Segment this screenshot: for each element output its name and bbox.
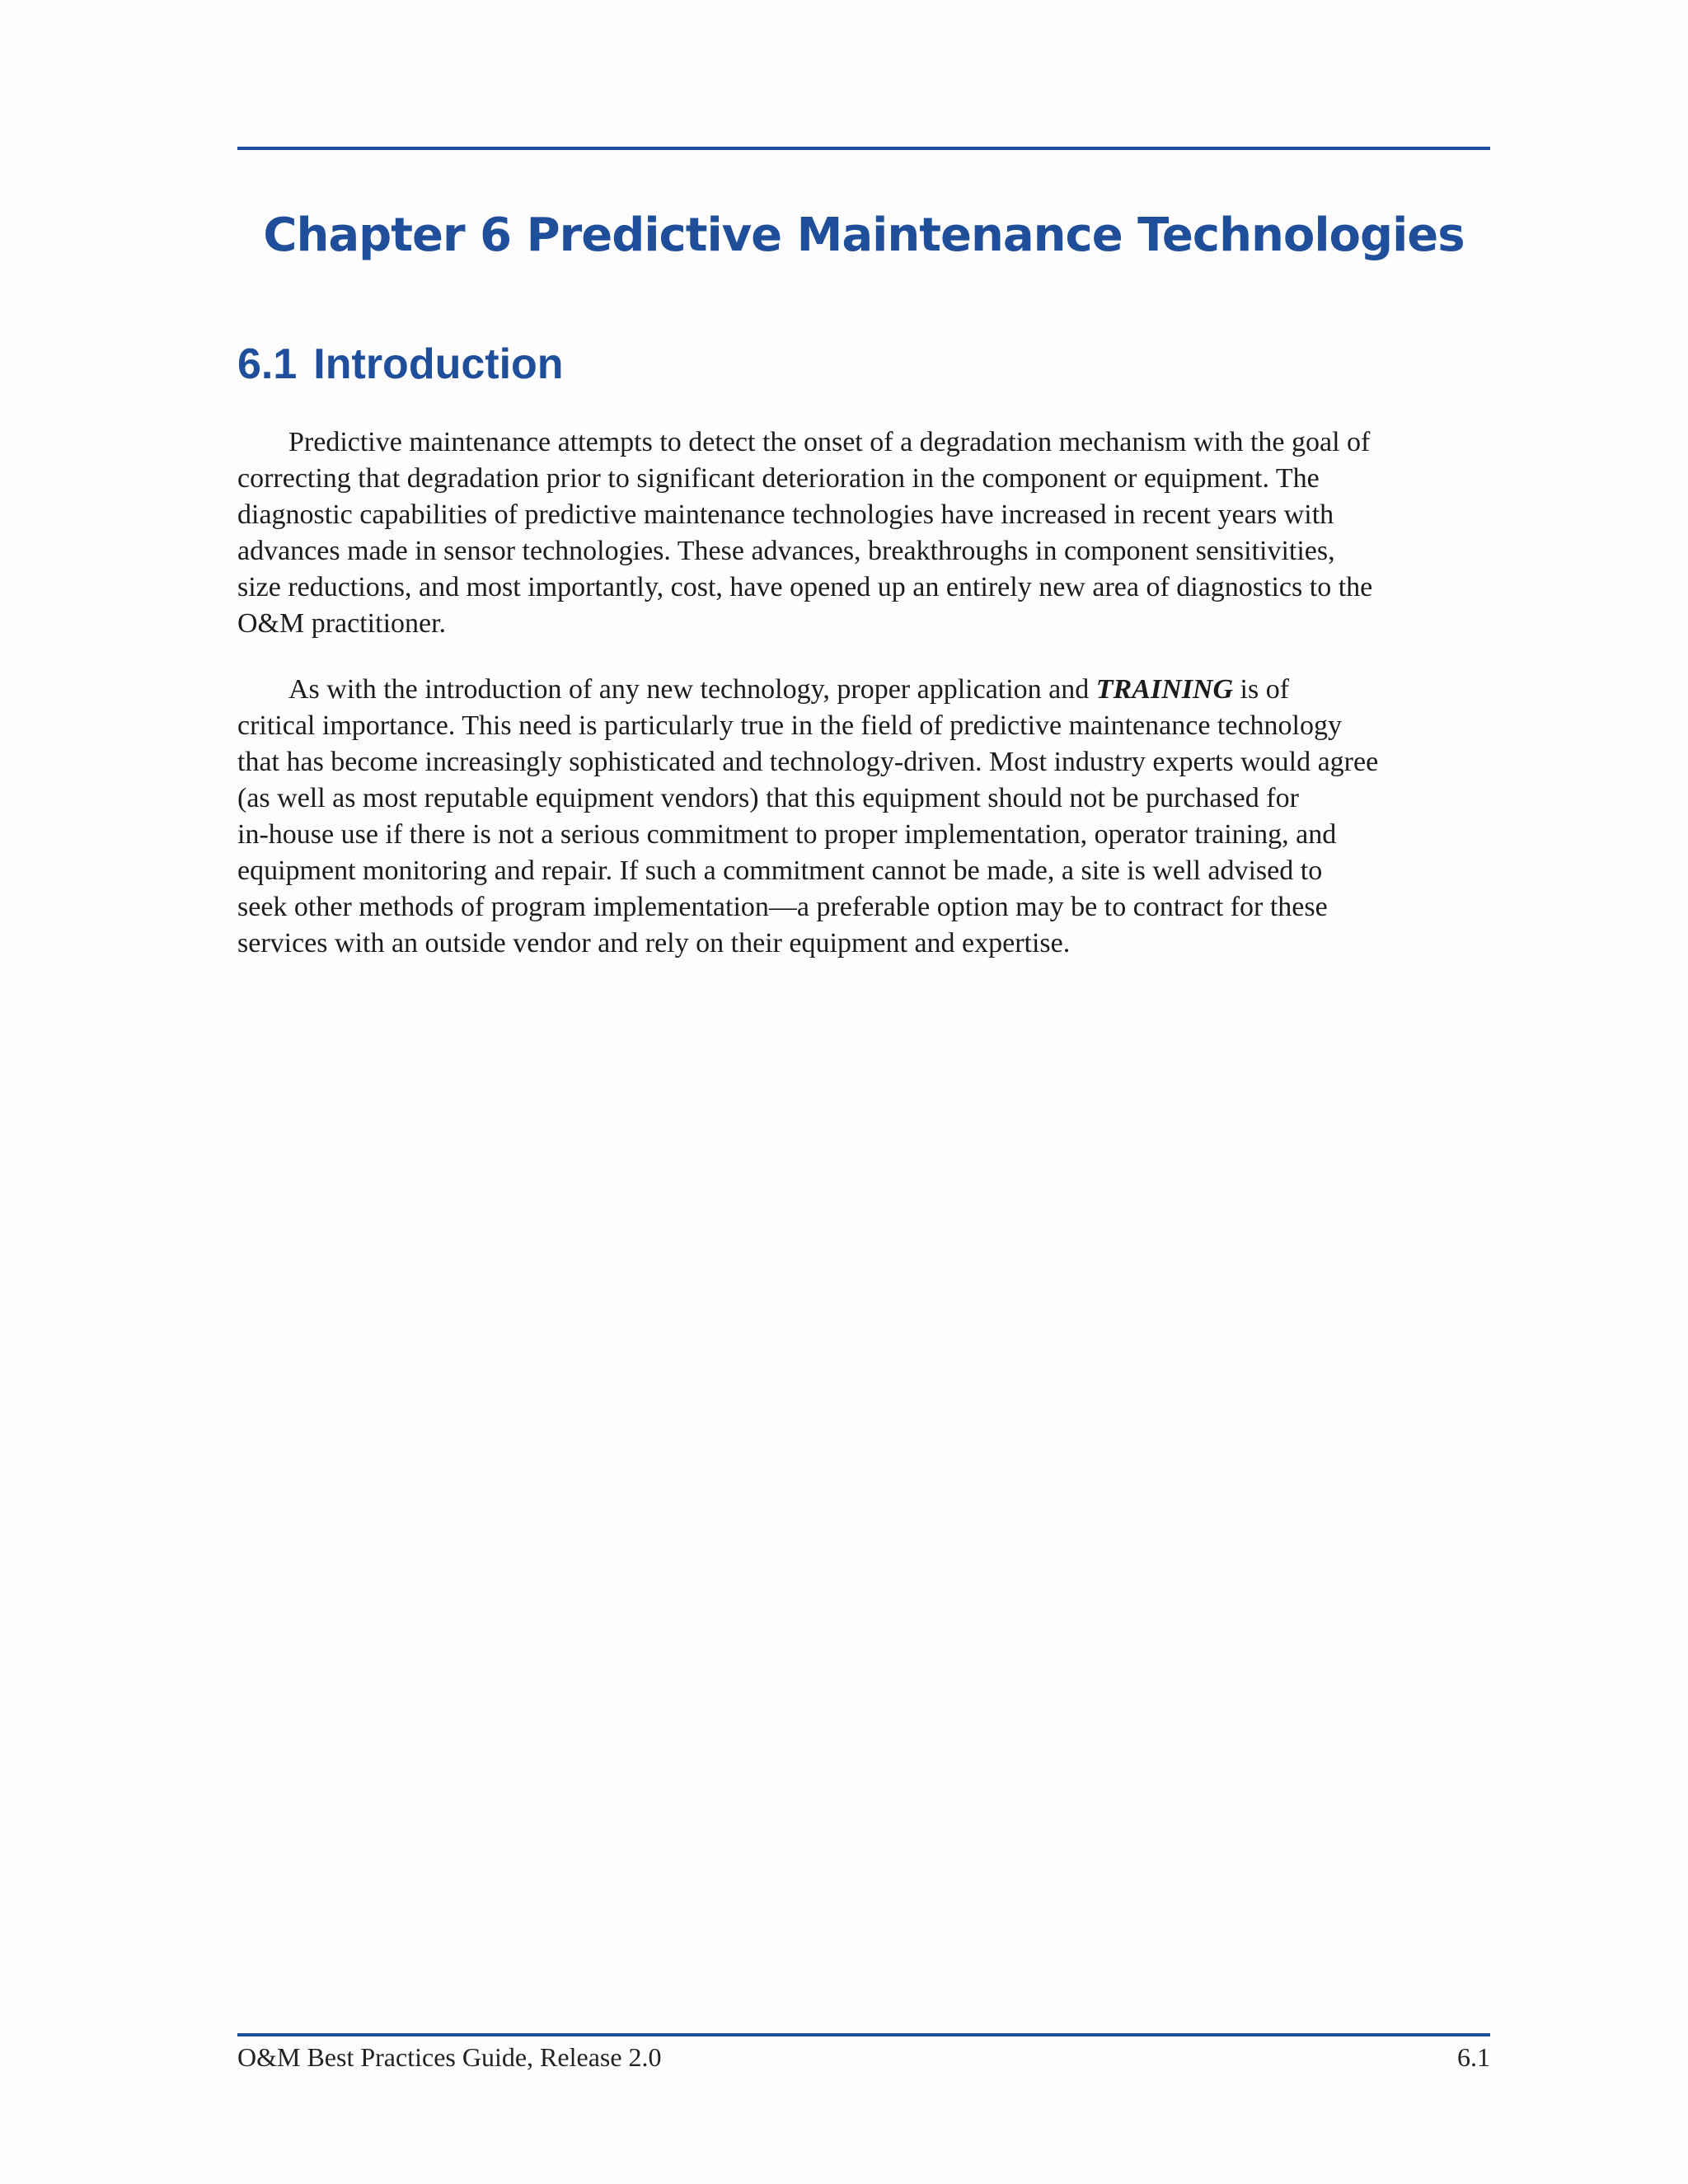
page-number: 6.1 (1457, 2042, 1490, 2072)
paragraph-line: Predictive maintenance attempts to detect the onset of a degradation mechanism with the goal of (288, 427, 1371, 457)
section-heading (237, 340, 564, 388)
paragraph-line: correcting that degradation prior to significant deterioration in the component or equipment. The (237, 463, 1320, 494)
paragraph-line: seek other methods of program implementation—a preferable option may be to contract for these (237, 892, 1328, 922)
paragraph-line: in-house use if there is not a serious commitment to proper implementation, operator training, and (237, 819, 1337, 850)
footer-title: O&M Best Practices Guide, Release 2.0 (237, 2042, 662, 2072)
paragraph-line: services with an outside vendor and rely on their equipment and expertise. (237, 928, 1071, 958)
paragraph-line: diagnostic capabilities of predictive maintenance technologies have increased in recent years with (237, 499, 1334, 530)
intro-paragraph-2 (237, 672, 1494, 962)
intro-paragraph-1 (237, 424, 1494, 642)
header-rule (237, 147, 1490, 150)
paragraph-text: As with the introduction of any new technology, proper application and (288, 674, 1096, 705)
paragraph-line: size reductions, and most importantly, cost, have opened up an entirely new area of diagnostics to the (237, 572, 1373, 602)
paragraph-line: equipment monitoring and repair. If such a commitment cannot be made, a site is well advised to (237, 855, 1323, 886)
paragraph-line: (as well as most reputable equipment vendors) that this equipment should not be purchased for (237, 783, 1299, 813)
footer-rule (237, 2033, 1490, 2036)
paragraph-text: is of (1233, 674, 1290, 705)
section-number: 6.1 (237, 340, 298, 388)
paragraph-line: O&M practitioner. (237, 608, 447, 639)
paragraph-line (237, 672, 1494, 708)
paragraph-line: critical importance. This need is particularly true in the field of predictive maintenance technology (237, 710, 1342, 741)
paragraph-line: that has become increasingly sophisticated and technology-driven. Most industry experts would agree (237, 747, 1379, 777)
training-emphasis: TRAINING (1095, 674, 1234, 705)
section-title: Introduction (313, 340, 564, 388)
chapter-title: Chapter 6 Predictive Maintenance Technologies (263, 209, 1465, 262)
paragraph-line: advances made in sensor technologies. These advances, breakthroughs in component sensitivities, (237, 536, 1335, 566)
